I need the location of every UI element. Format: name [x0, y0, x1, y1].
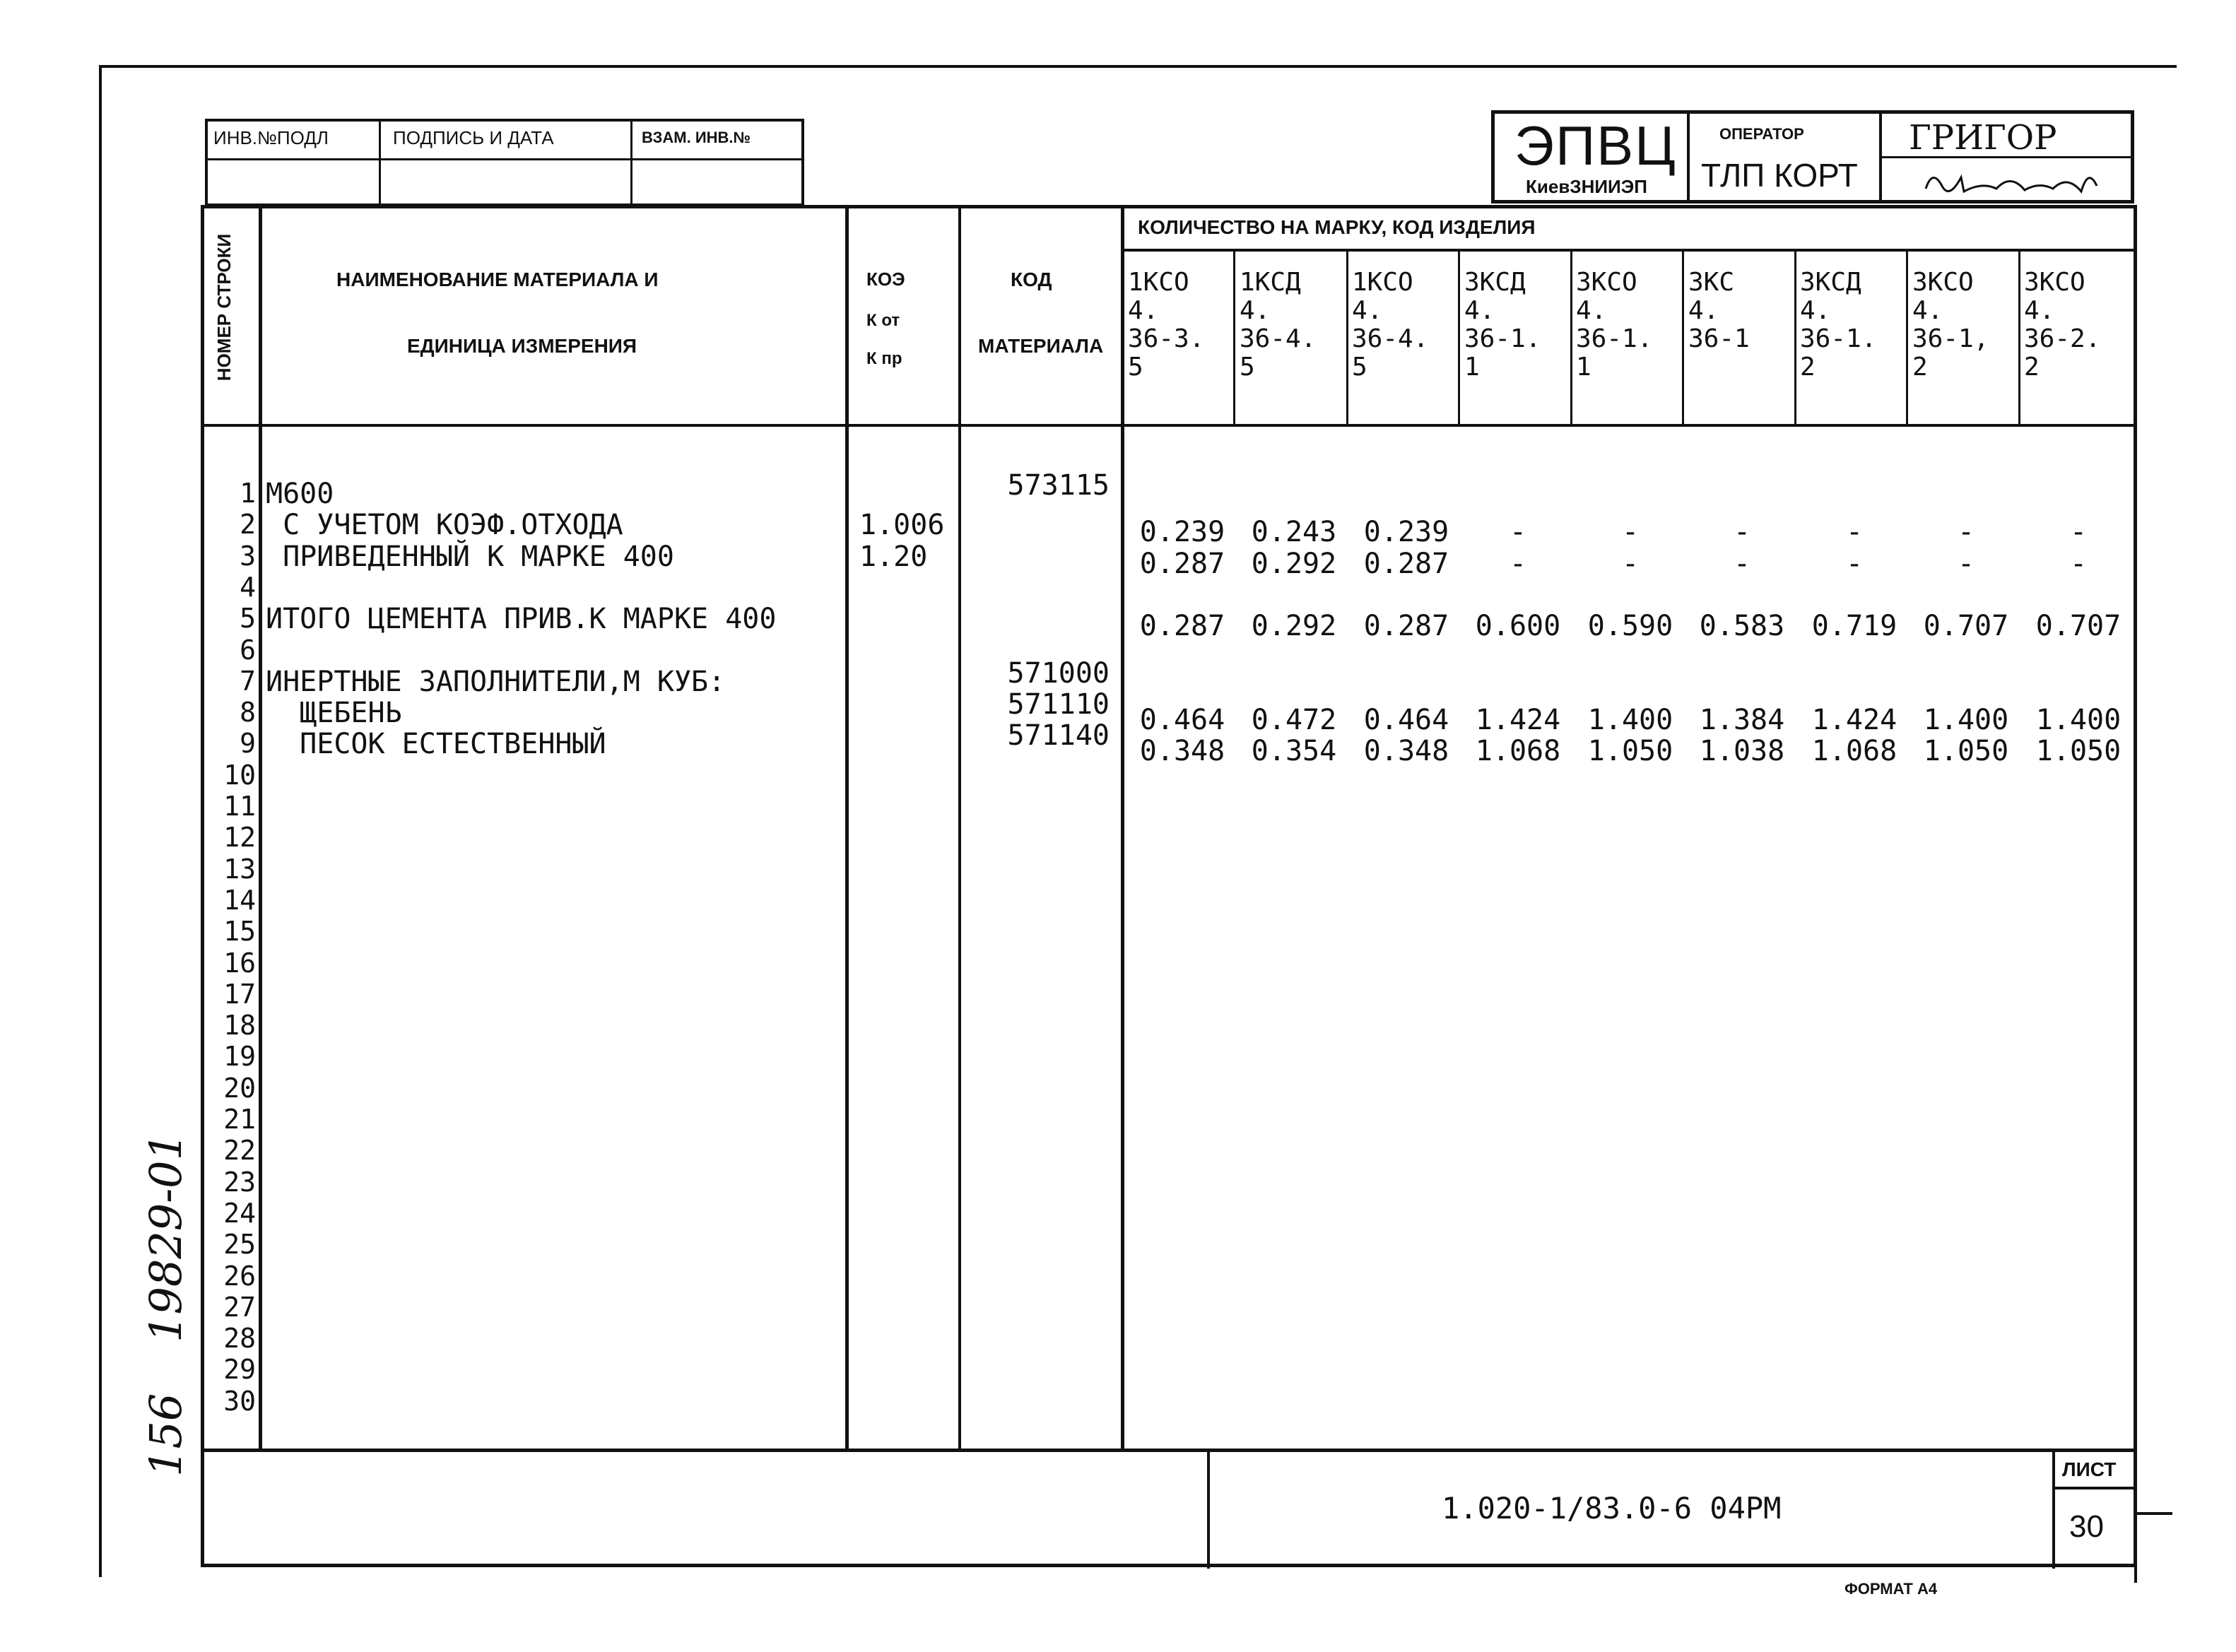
- row-number: 15: [223, 916, 256, 948]
- row-number: 23: [223, 1166, 256, 1198]
- row-number: 4: [240, 571, 256, 603]
- material-code: 571110: [1007, 688, 1110, 721]
- mark-header-5: 3КСО 4. 36-1. 1: [1576, 268, 1653, 382]
- org-subname: КиевЗНИИЭП: [1526, 176, 1647, 197]
- quantity-value: 1.050: [1923, 735, 2009, 768]
- qty-header-line: [1121, 249, 2137, 252]
- sheet-label-line: [2052, 1487, 2137, 1489]
- row-number: 16: [223, 947, 256, 979]
- handwritten-note-1: 19829-01: [140, 1132, 192, 1343]
- signature-date-label: ПОДПИСЬ И ДАТА: [393, 127, 554, 148]
- row-number: 24: [223, 1197, 256, 1229]
- quantity-value: 0.354: [1251, 735, 1337, 768]
- quantity-value: 1.050: [1587, 735, 1673, 768]
- quantity-value: 0.590: [1587, 610, 1673, 643]
- row-number-header: НОМЕР СТРОКИ: [213, 233, 235, 382]
- row-number: 17: [223, 978, 256, 1010]
- koef-header-line3: К пр: [866, 349, 902, 368]
- quantity-value: 0.583: [1699, 610, 1785, 643]
- footer-separator: [201, 1449, 2137, 1452]
- quantity-value: 1.068: [1811, 735, 1897, 768]
- mark-divider-6: [1794, 249, 1796, 425]
- org-name: ЭПВЦ: [1514, 114, 1677, 177]
- koef-value: 1.006: [859, 509, 945, 542]
- row-number: 22: [223, 1135, 256, 1167]
- col-line-rownum: [259, 205, 262, 1450]
- row-number: 21: [223, 1104, 256, 1135]
- inv-podl-label: ИНВ.№ПОДЛ: [213, 127, 329, 148]
- quantity-value: 1.424: [1811, 704, 1897, 737]
- mark-header-6: 3КС 4. 36-1: [1688, 268, 1750, 353]
- quantity-value: -: [2069, 516, 2088, 549]
- quantity-value: -: [2069, 547, 2088, 580]
- row-number: 26: [223, 1260, 256, 1292]
- mark-divider-4: [1570, 249, 1572, 425]
- signature-mark: [1919, 160, 2102, 200]
- header-separator: [201, 424, 2137, 427]
- quantity-value: -: [1621, 516, 1640, 549]
- stamp-top-left: [205, 119, 804, 206]
- mark-header-8: 3КСО 4. 36-1, 2: [1912, 268, 1989, 382]
- row-number: 12: [223, 822, 256, 854]
- material-name: ИНЕРТНЫЕ ЗАПОЛНИТЕЛИ,М КУБ:: [266, 665, 726, 698]
- row-number: 28: [223, 1323, 256, 1355]
- quantity-value: 0.719: [1811, 610, 1897, 643]
- quantity-value: 1.384: [1699, 704, 1785, 737]
- material-code: 571000: [1007, 656, 1110, 690]
- row-number: 30: [223, 1385, 256, 1417]
- quantity-value: 0.348: [1363, 735, 1449, 768]
- row-number: 3: [240, 540, 256, 572]
- mark-header-9: 3КСО 4. 36-2. 2: [2024, 268, 2101, 382]
- quantity-value: 0.287: [1139, 547, 1225, 580]
- row-number: 13: [223, 853, 256, 885]
- quantity-value: 0.348: [1139, 735, 1225, 768]
- top-border-line: [99, 65, 2177, 68]
- main-table-frame: [201, 205, 2137, 1567]
- right-edge-vertical: [2134, 1449, 2137, 1583]
- row-number: 2: [240, 509, 256, 541]
- quantity-value: 0.287: [1363, 610, 1449, 643]
- material-name: ПЕСОК ЕСТЕСТВЕННЫЙ: [266, 728, 606, 761]
- operator-label: ОПЕРАТОР: [1719, 125, 1804, 143]
- quantity-value: -: [1957, 547, 1975, 580]
- quantity-value: 0.600: [1475, 610, 1561, 643]
- material-code: 573115: [1007, 469, 1110, 502]
- material-name: М600: [266, 478, 334, 510]
- sheet-label: ЛИСТ: [2062, 1458, 2117, 1480]
- mark-divider-2: [1346, 249, 1348, 425]
- mark-header-1: 1КСО 4. 36-3. 5: [1128, 268, 1205, 382]
- row-number: 1: [240, 478, 256, 509]
- col-line-material: [845, 205, 849, 1450]
- quantity-value: 0.292: [1251, 547, 1337, 580]
- quantity-value: 1.400: [2035, 704, 2122, 737]
- vzam-inv-label: ВЗАМ. ИНВ.№: [642, 129, 751, 146]
- quantity-value: 1.050: [2035, 735, 2122, 768]
- mark-header-3: 1КСО 4. 36-4. 5: [1352, 268, 1429, 382]
- mark-divider-1: [1233, 249, 1235, 425]
- code-header-line1: КОД: [1011, 269, 1052, 290]
- material-header-line2: ЕДИНИЦА ИЗМЕРЕНИЯ: [407, 335, 637, 357]
- quantity-value: 0.239: [1139, 516, 1225, 549]
- quantity-value: -: [1733, 516, 1751, 549]
- quantity-value: 1.400: [1587, 704, 1673, 737]
- quantity-value: 0.239: [1363, 516, 1449, 549]
- quantity-value: 1.424: [1475, 704, 1561, 737]
- quantity-value: 0.707: [1923, 610, 2009, 643]
- quantity-value: -: [1733, 547, 1751, 580]
- row-number: 6: [240, 634, 256, 666]
- row-number: 5: [240, 603, 256, 635]
- sheet-number: 30: [2069, 1509, 2104, 1544]
- row-number: 25: [223, 1229, 256, 1261]
- mark-divider-5: [1682, 249, 1684, 425]
- footer-divider-left: [1207, 1449, 1210, 1569]
- code-header-line2: МАТЕРИАЛА: [978, 335, 1104, 357]
- right-edge-mark: [2136, 1512, 2172, 1515]
- quantity-value: 0.707: [2035, 610, 2122, 643]
- quantity-value: -: [1845, 516, 1864, 549]
- material-code: 571140: [1007, 719, 1110, 753]
- left-border-line: [99, 65, 102, 1577]
- quantity-value: 0.464: [1363, 704, 1449, 737]
- mark-header-7: 3КСД 4. 36-1. 2: [1800, 268, 1877, 382]
- quantity-value: 1.038: [1699, 735, 1785, 768]
- quantity-value: -: [1509, 547, 1527, 580]
- name-value: ГРИГОР: [1909, 118, 2057, 158]
- koef-header-line2: К от: [866, 311, 900, 330]
- quantity-value: -: [1509, 516, 1527, 549]
- mark-divider-7: [1906, 249, 1908, 425]
- handwritten-note-2: 156: [140, 1393, 192, 1477]
- quantity-value: -: [1957, 516, 1975, 549]
- row-number-column: [213, 478, 256, 1417]
- mark-divider-3: [1458, 249, 1460, 425]
- document-code: 1.020-1/83.0-6 04РМ: [1442, 1491, 1782, 1526]
- koef-value: 1.20: [859, 540, 928, 573]
- material-name: ПРИВЕДЕННЫЙ К МАРКЕ 400: [266, 540, 674, 573]
- material-name: ИТОГО ЦЕМЕНТА ПРИВ.К МАРКЕ 400: [266, 603, 777, 636]
- quantity-value: 1.400: [1923, 704, 2009, 737]
- row-number: 14: [223, 884, 256, 916]
- quantity-header: КОЛИЧЕСТВО НА МАРКУ, КОД ИЗДЕЛИЯ: [1138, 216, 1536, 238]
- format-label: ФОРМАТ А4: [1844, 1580, 1938, 1598]
- koef-header-line1: КОЭ: [866, 269, 905, 290]
- quantity-value: -: [1621, 547, 1640, 580]
- quantity-value: 0.292: [1251, 610, 1337, 643]
- row-number: 10: [223, 759, 256, 791]
- row-number: 9: [240, 728, 256, 760]
- mark-header-4: 3КСД 4. 36-1. 1: [1464, 268, 1541, 382]
- row-number: 20: [223, 1072, 256, 1104]
- col-line-code: [1121, 205, 1124, 1450]
- mark-header-2: 1КСД 4. 36-4. 5: [1240, 268, 1317, 382]
- row-number: 19: [223, 1041, 256, 1073]
- row-number: 29: [223, 1354, 256, 1386]
- quantity-value: -: [1845, 547, 1864, 580]
- col-line-koef: [958, 205, 961, 1450]
- row-number: 7: [240, 665, 256, 697]
- quantity-value: 0.243: [1251, 516, 1337, 549]
- quantity-value: 0.472: [1251, 704, 1337, 737]
- row-number: 18: [223, 1010, 256, 1042]
- quantity-value: 0.287: [1363, 547, 1449, 580]
- material-name: С УЧЕТОМ КОЭФ.ОТХОДА: [266, 509, 623, 542]
- title-block: [1491, 110, 2134, 203]
- operator-value: ТЛП КОРТ: [1701, 157, 1858, 194]
- quantity-value: 0.287: [1139, 610, 1225, 643]
- row-number: 8: [240, 697, 256, 728]
- mark-divider-8: [2018, 249, 2020, 425]
- row-number: 11: [223, 791, 256, 822]
- quantity-value: 0.464: [1139, 704, 1225, 737]
- row-number: 27: [223, 1291, 256, 1323]
- material-header-line1: НАИМЕНОВАНИЕ МАТЕРИАЛА И: [336, 269, 659, 290]
- footer-divider-right: [2052, 1449, 2055, 1569]
- quantity-value: 1.068: [1475, 735, 1561, 768]
- material-name: ЩЕБЕНЬ: [266, 697, 402, 730]
